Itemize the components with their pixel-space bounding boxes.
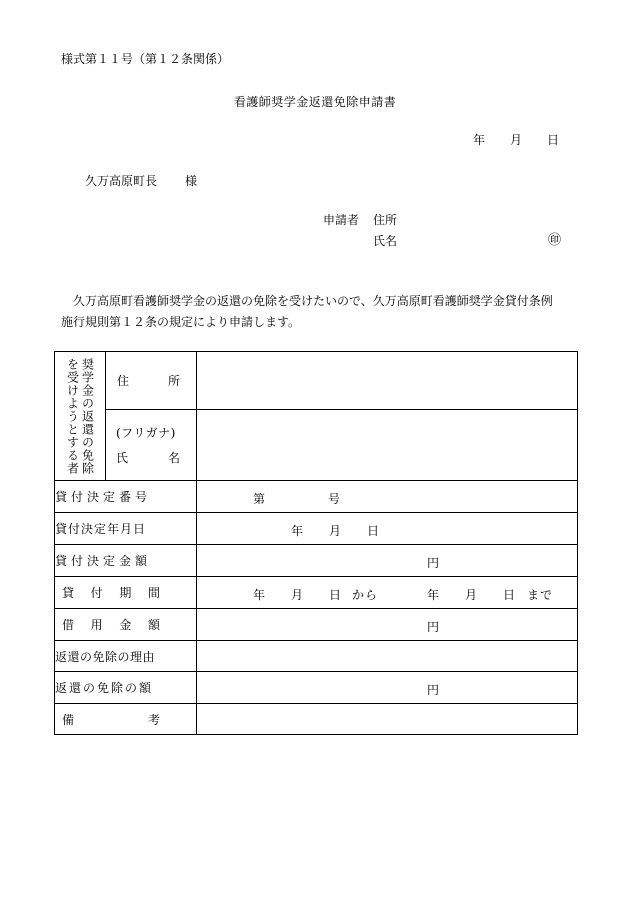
exemption-amount-input[interactable] xyxy=(197,672,578,704)
loan-number-suffix: 号 xyxy=(328,492,341,506)
decision-day-label: 日 xyxy=(367,524,380,538)
period-until-label: まで xyxy=(527,588,554,602)
loan-amount-unit: 円 xyxy=(427,556,440,570)
name-label-b: 名 xyxy=(167,451,180,465)
remarks-label-b: 考 xyxy=(147,712,160,727)
table-row-loan-number xyxy=(55,481,578,513)
name-label-cell xyxy=(106,410,197,481)
table-row-decision-date xyxy=(55,513,578,545)
applicant-name-label: 氏名 xyxy=(373,234,398,248)
period-start-year: 年 xyxy=(253,588,266,602)
period-end-month: 月 xyxy=(465,588,478,602)
seal-mark: ㊞ xyxy=(548,233,562,248)
decision-month-label: 月 xyxy=(329,524,342,538)
borrowed-amount-label-1: 借 xyxy=(62,618,75,632)
loan-period-label-1: 貸 xyxy=(62,586,75,600)
furigana-label: (フリガナ) xyxy=(116,426,176,440)
loan-period-label-2: 付 xyxy=(90,586,103,600)
decision-date-label: 貸付決定年月日 xyxy=(55,513,197,545)
address-input[interactable] xyxy=(197,352,578,410)
table-row-applicant-name xyxy=(55,410,578,481)
borrowed-amount-input[interactable] xyxy=(197,609,578,641)
borrowed-amount-label-3: 金 xyxy=(119,618,132,632)
decision-date-input[interactable] xyxy=(197,513,578,545)
period-end-day: 日 xyxy=(503,588,516,602)
side-header-line-2: を受けようとする者 xyxy=(65,358,80,475)
applicant-address-label: 住所 xyxy=(373,213,398,227)
name-input[interactable] xyxy=(197,410,578,481)
exemption-reason-input[interactable] xyxy=(197,641,578,672)
address-label-a: 住 xyxy=(117,374,130,388)
remarks-label-a: 備 xyxy=(62,712,75,727)
period-start-month: 月 xyxy=(291,588,304,602)
form-title: 看護師奨学金返還免除申請書 xyxy=(233,95,397,109)
borrowed-amount-label-4: 額 xyxy=(147,618,160,632)
borrowed-amount-unit: 円 xyxy=(427,620,440,634)
loan-period-label-cell xyxy=(55,577,197,609)
table-row-loan-amount xyxy=(55,545,578,577)
body-text-line-1: 久万高原町看護師奨学金の返還の免除を受けたいので、久万高原町看護師奨学金貸付条例 xyxy=(73,294,553,308)
name-label-a: 氏 xyxy=(116,451,129,465)
side-header-line-1: 奨学金の返還の免除 xyxy=(80,358,95,475)
side-header-cell xyxy=(55,352,106,481)
table-row-borrowed-amount xyxy=(55,609,578,641)
remarks-input[interactable] xyxy=(197,704,578,735)
loan-period-label-3: 期 xyxy=(119,586,132,600)
date-year-label: 年 xyxy=(473,133,486,147)
address-label-b: 所 xyxy=(167,374,180,388)
period-start-day: 日 xyxy=(329,588,342,602)
loan-amount-input[interactable] xyxy=(197,545,578,577)
body-text-line-2: 施行規則第１２条の規定により申請します。 xyxy=(61,315,301,329)
table-row-applicant-address xyxy=(55,352,578,410)
table-row-remarks xyxy=(55,704,578,735)
loan-period-input[interactable] xyxy=(197,577,578,609)
loan-amount-label: 貸付決定金額 xyxy=(55,545,197,577)
borrowed-amount-label-2: 用 xyxy=(90,618,103,632)
addressee-honorific: 様 xyxy=(185,174,198,188)
loan-number-label: 貸付決定番号 xyxy=(55,481,197,513)
addressee-name: 久万高原町長 xyxy=(85,174,158,188)
period-from-label: から xyxy=(352,588,379,602)
date-day-label: 日 xyxy=(547,133,560,147)
period-end-year: 年 xyxy=(427,588,440,602)
applicant-label: 申請者 xyxy=(323,213,360,227)
exemption-reason-label: 返還の免除の理由 xyxy=(55,641,197,672)
loan-period-label-4: 間 xyxy=(147,586,160,600)
table-row-exemption-reason xyxy=(55,641,578,672)
application-table xyxy=(54,351,578,735)
date-month-label: 月 xyxy=(510,133,523,147)
loan-number-prefix: 第 xyxy=(253,492,266,506)
remarks-label-cell xyxy=(55,704,197,735)
address-label-cell xyxy=(106,352,197,410)
decision-year-label: 年 xyxy=(291,524,304,538)
table-row-exemption-amount xyxy=(55,672,578,704)
loan-number-input[interactable] xyxy=(197,481,578,513)
borrowed-amount-label-cell xyxy=(55,609,197,641)
exemption-amount-unit: 円 xyxy=(427,683,440,697)
exemption-amount-label: 返還の免除の額 xyxy=(55,672,197,704)
form-number: 様式第１１号（第１２条関係） xyxy=(61,52,230,66)
table-row-loan-period xyxy=(55,577,578,609)
